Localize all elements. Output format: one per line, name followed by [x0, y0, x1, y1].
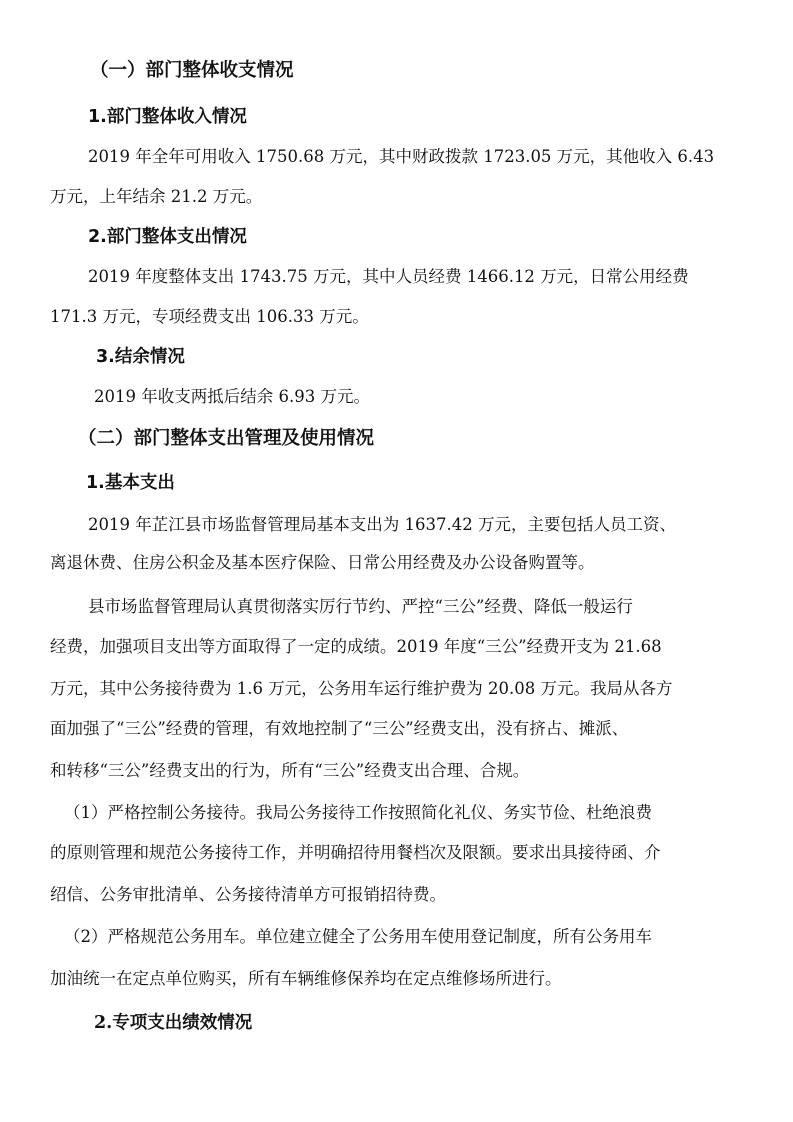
paragraph-line: （2）严格规范公务用车。单位建立健全了公务用车使用登记制度，所有公务用车: [64, 927, 652, 946]
paragraph-line: 县市场监督管理局认真贯彻落实厉行节约、严控“三公”经费、降低一般运行: [88, 597, 633, 616]
section-2-1-heading: 1.基本支出: [86, 473, 175, 493]
paragraph-line: 的原则管理和规范公务接待工作，并明确招待用餐档次及限额。要求出具接待函、介: [50, 843, 661, 862]
paragraph-line: 面加强了“三公”经费的管理，有效地控制了“三公”经费支出，没有挤占、摊派、: [50, 719, 629, 738]
paragraph-line: 2019 年全年可用收入 1750.68 万元，其中财政拨款 1723.05 万元，其他收入 6.43: [88, 147, 715, 166]
section-1-2-heading: 2.部门整体支出情况: [88, 227, 247, 247]
paragraph-line: 2019 年芷江县市场监督管理局基本支出为 1637.42 万元，主要包括人员工资、: [88, 515, 676, 534]
section-2-2-heading: 2.专项支出绩效情况: [94, 1013, 253, 1033]
section-1-1-heading: 1.部门整体收入情况: [88, 107, 247, 127]
paragraph-line: 2019 年度整体支出 1743.75 万元，其中人员经费 1466.12 万元，日常公用经费: [88, 267, 689, 286]
paragraph-line: 万元，其中公务接待费为 1.6 万元，公务用车运行维护费为 20.08 万元。我局从各方: [50, 679, 673, 698]
paragraph-line: 171.3 万元，专项经费支出 106.33 万元。: [50, 307, 369, 326]
section-1-3-heading: 3.结余情况: [96, 347, 185, 367]
paragraph-line: 离退休费、住房公积金及基本医疗保险、日常公用经费及办公设备购置等。: [50, 553, 595, 572]
section-2-heading: （二）部门整体支出管理及使用情况: [78, 428, 375, 449]
paragraph-line: 绍信、公务审批清单、公务接待清单方可报销招待费。: [50, 885, 446, 904]
paragraph-line: （1）严格控制公务接待。我局公务接待工作按照简化礼仪、务实节俭、杜绝浪费: [64, 803, 652, 822]
section-1-heading: （一）部门整体收支情况: [90, 60, 294, 81]
paragraph-line: 和转移“三公”经费支出的行为，所有“三公”经费支出合理、合规。: [50, 761, 530, 780]
paragraph-line: 2019 年收支两抵后结余 6.93 万元。: [94, 387, 370, 406]
paragraph-line: 万元，上年结余 21.2 万元。: [50, 187, 263, 206]
paragraph-line: 经费，加强项目支出等方面取得了一定的成绩。2019 年度“三公”经费开支为 21.68: [50, 637, 662, 656]
paragraph-line: 加油统一在定点单位购买，所有车辆维修保养均在定点维修场所进行。: [50, 969, 562, 988]
